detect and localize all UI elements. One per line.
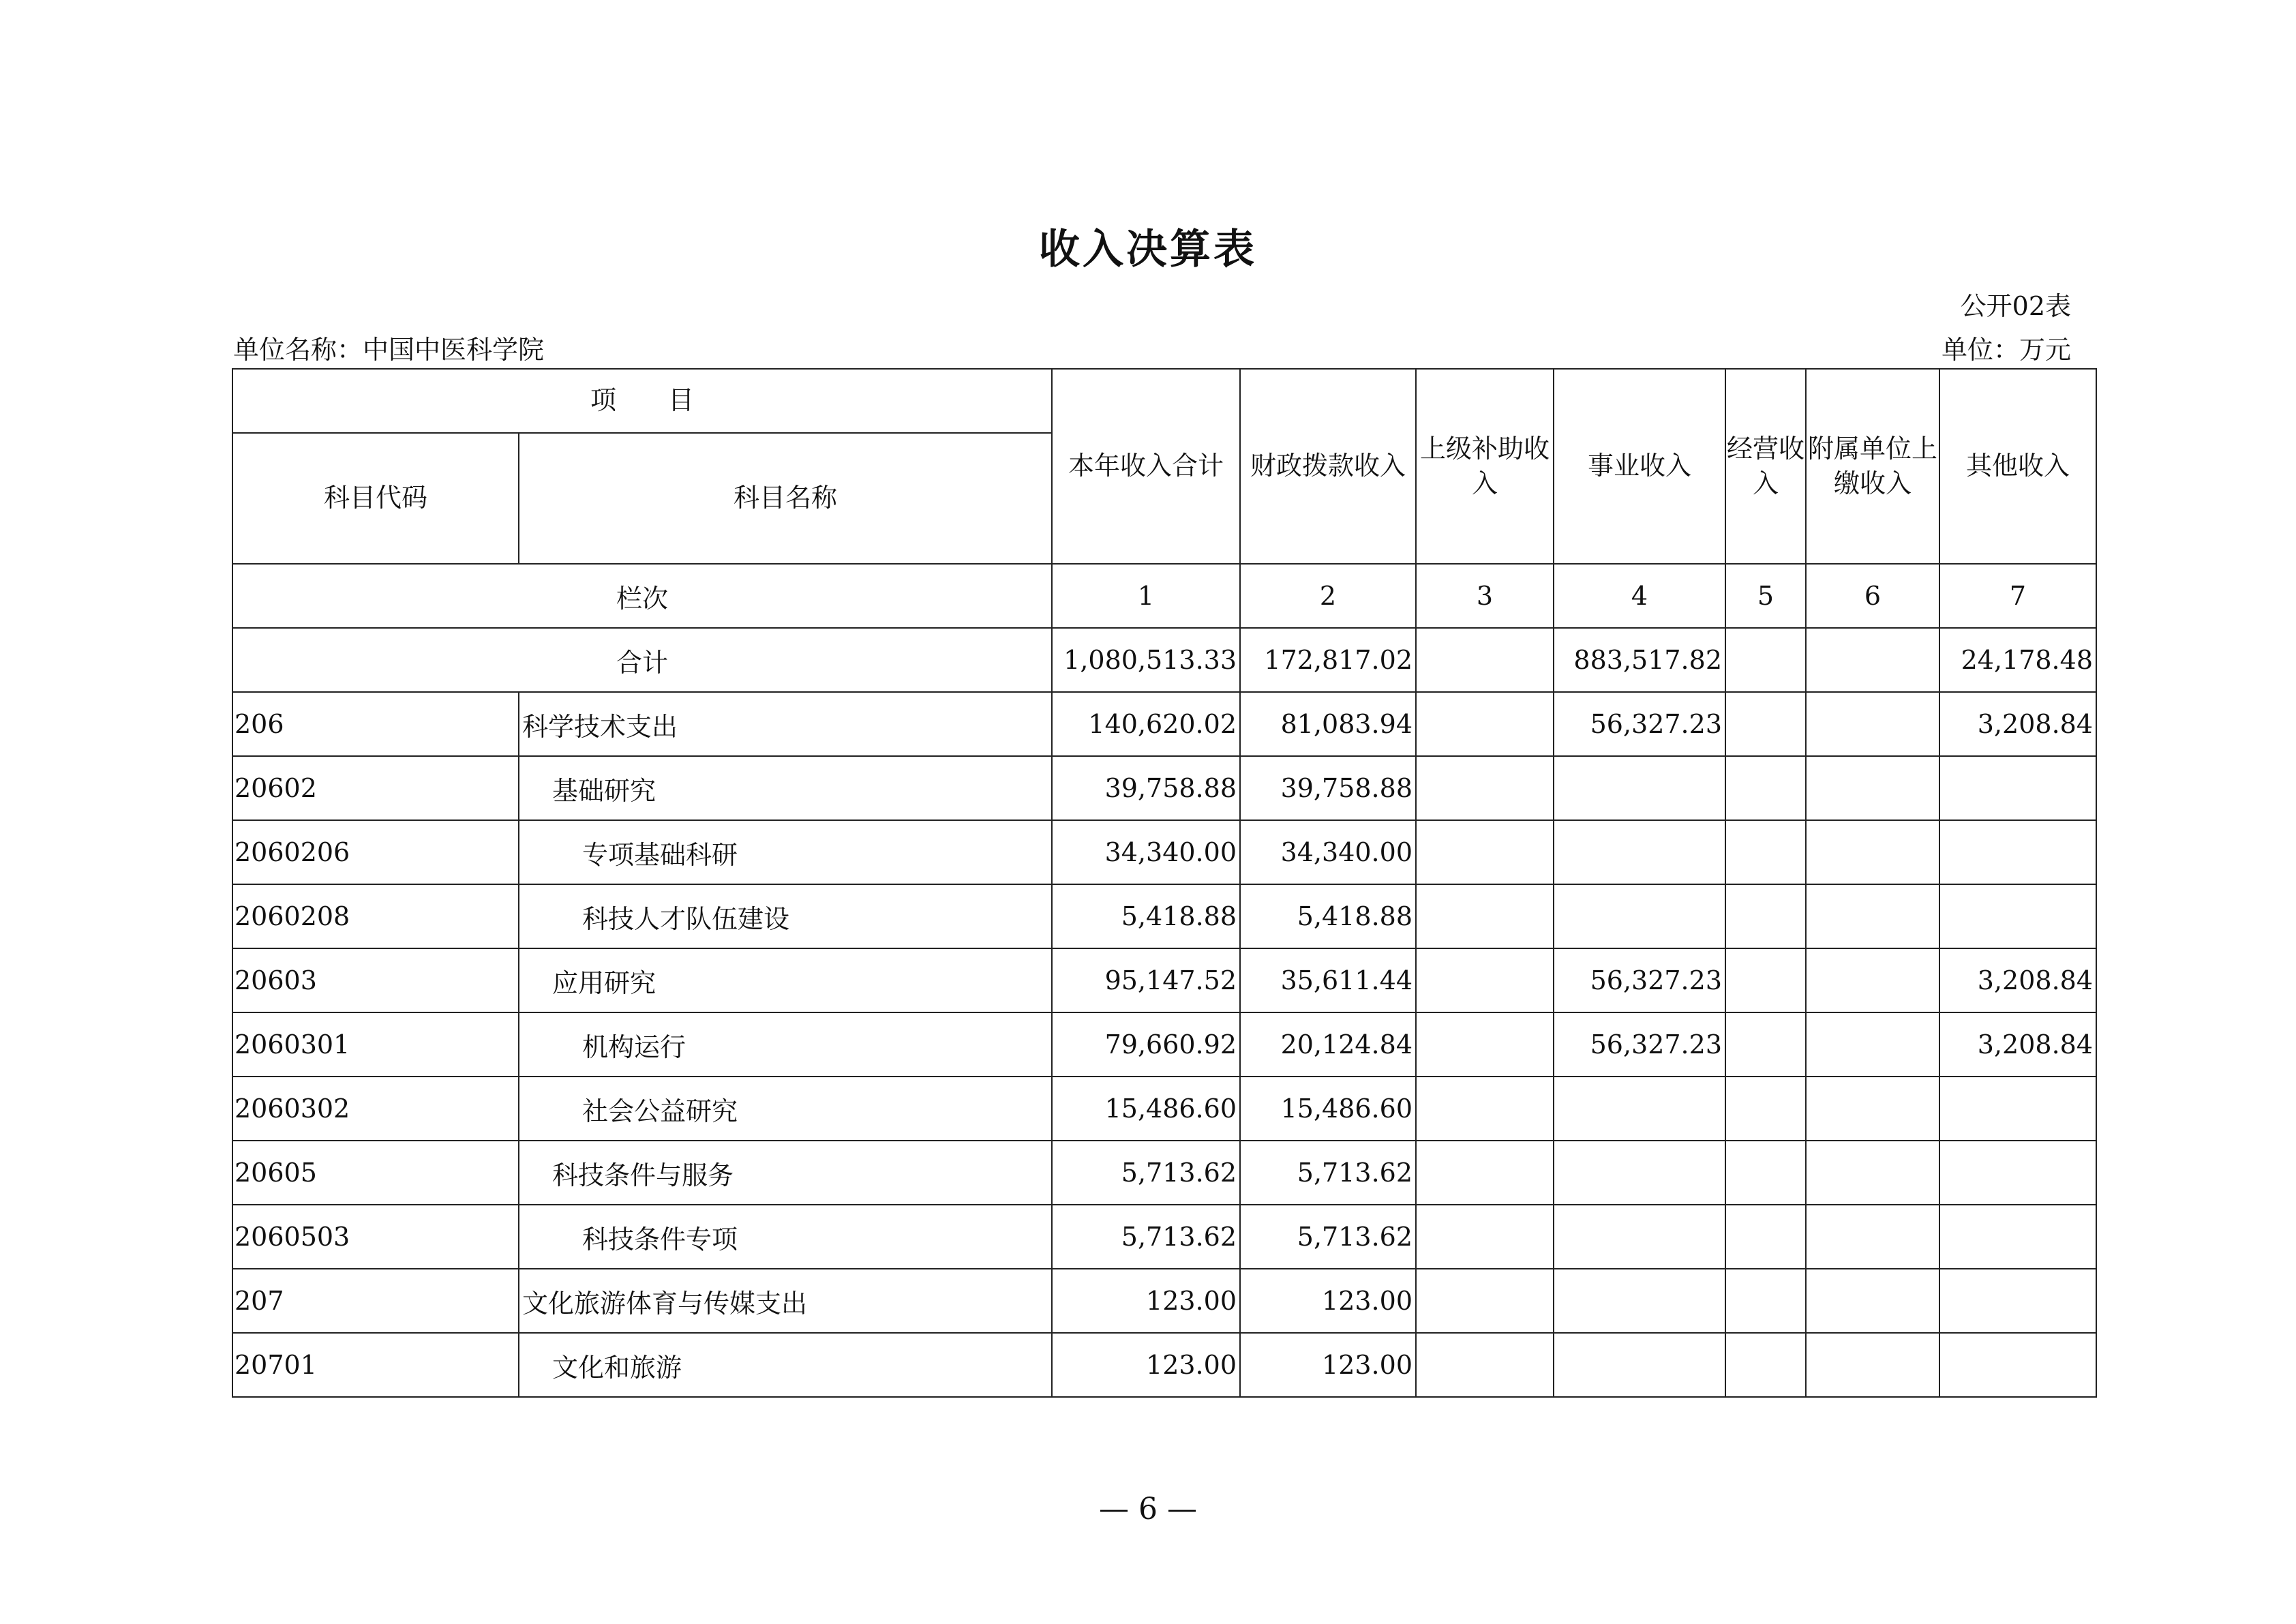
subject-code: 20602	[232, 756, 519, 820]
table-row	[232, 1012, 2096, 1077]
amount-cell	[1939, 1077, 2096, 1141]
amount-cell	[1806, 1205, 1939, 1269]
amount-cell	[1939, 1141, 2096, 1205]
subject-name: 科技人才队伍建设	[519, 884, 1052, 948]
amount-cell	[1416, 692, 1554, 756]
subject-code: 20701	[232, 1333, 519, 1397]
amount-cell: 5,713.62	[1240, 1141, 1416, 1205]
amount-cell	[1416, 948, 1554, 1012]
total-value	[1725, 628, 1806, 692]
amount-cell	[1806, 1141, 1939, 1205]
amount-cell	[1554, 1205, 1725, 1269]
subject-code: 2060503	[232, 1205, 519, 1269]
column-number: 5	[1725, 564, 1806, 628]
column-index-label: 栏次	[232, 564, 1052, 628]
amount-cell: 140,620.02	[1052, 692, 1240, 756]
amount-cell: 123.00	[1240, 1333, 1416, 1397]
subject-name: 基础研究	[519, 756, 1052, 820]
col-header-other: 其他收入	[1939, 369, 2096, 564]
currency-unit: 单位：万元	[1941, 335, 2071, 365]
amount-cell: 79,660.92	[1052, 1012, 1240, 1077]
amount-cell	[1416, 884, 1554, 948]
table-row	[232, 820, 2096, 884]
amount-cell: 15,486.60	[1240, 1077, 1416, 1141]
amount-cell	[1554, 1077, 1725, 1141]
amount-cell	[1554, 756, 1725, 820]
amount-cell	[1806, 756, 1939, 820]
subject-code: 206	[232, 692, 519, 756]
table-row	[232, 948, 2096, 1012]
subject-code: 20603	[232, 948, 519, 1012]
amount-cell	[1806, 1012, 1939, 1077]
amount-cell: 20,124.84	[1240, 1012, 1416, 1077]
column-number: 3	[1416, 564, 1554, 628]
amount-cell	[1725, 884, 1806, 948]
form-code: 公开02表	[1960, 291, 2071, 321]
amount-cell	[1554, 1141, 1725, 1205]
subject-name-header: 科目名称	[519, 433, 1052, 564]
amount-cell	[1416, 1333, 1554, 1397]
amount-cell: 56,327.23	[1554, 1012, 1725, 1077]
amount-cell: 5,713.62	[1052, 1141, 1240, 1205]
col-header-operating: 经营收入	[1725, 369, 1806, 564]
column-number: 2	[1240, 564, 1416, 628]
amount-cell: 123.00	[1052, 1269, 1240, 1333]
amount-cell	[1939, 884, 2096, 948]
amount-cell	[1806, 1333, 1939, 1397]
amount-cell	[1806, 884, 1939, 948]
amount-cell	[1939, 756, 2096, 820]
amount-cell	[1554, 884, 1725, 948]
amount-cell: 5,713.62	[1240, 1205, 1416, 1269]
amount-cell: 95,147.52	[1052, 948, 1240, 1012]
amount-cell: 5,418.88	[1240, 884, 1416, 948]
amount-cell: 123.00	[1052, 1333, 1240, 1397]
amount-cell	[1806, 1077, 1939, 1141]
subject-code: 20605	[232, 1141, 519, 1205]
total-value	[1806, 628, 1939, 692]
unit-name: 单位名称：中国中医科学院	[233, 335, 545, 365]
amount-cell	[1416, 1077, 1554, 1141]
column-number: 1	[1052, 564, 1240, 628]
amount-cell	[1939, 820, 2096, 884]
amount-cell	[1416, 1205, 1554, 1269]
table-row	[232, 1077, 2096, 1141]
amount-cell	[1939, 1333, 2096, 1397]
page-number: — 6 —	[1099, 1492, 1197, 1527]
column-number: 7	[1939, 564, 2096, 628]
subject-name: 文化和旅游	[519, 1333, 1052, 1397]
amount-cell: 56,327.23	[1554, 948, 1725, 1012]
amount-cell	[1725, 756, 1806, 820]
col-header-fiscal: 财政拨款收入	[1240, 369, 1416, 564]
amount-cell	[1416, 1012, 1554, 1077]
subject-name: 科技条件与服务	[519, 1141, 1052, 1205]
report-title: 收入决算表	[1039, 226, 1257, 273]
amount-cell: 34,340.00	[1240, 820, 1416, 884]
table-row	[232, 1141, 2096, 1205]
amount-cell: 123.00	[1240, 1269, 1416, 1333]
total-value	[1416, 628, 1554, 692]
subject-name: 科学技术支出	[519, 692, 1052, 756]
amount-cell	[1416, 756, 1554, 820]
amount-cell: 34,340.00	[1052, 820, 1240, 884]
amount-cell	[1416, 1269, 1554, 1333]
col-header-affiliated: 附属单位上缴收入	[1806, 369, 1939, 564]
column-number: 6	[1806, 564, 1939, 628]
amount-cell	[1939, 1205, 2096, 1269]
total-row	[232, 628, 2096, 692]
amount-cell	[1416, 1141, 1554, 1205]
amount-cell: 15,486.60	[1052, 1077, 1240, 1141]
subject-name: 文化旅游体育与传媒支出	[519, 1269, 1052, 1333]
amount-cell	[1806, 692, 1939, 756]
income-table	[232, 368, 2097, 1398]
col-header-business: 事业收入	[1554, 369, 1725, 564]
subject-code: 2060206	[232, 820, 519, 884]
subject-code-header: 科目代码	[232, 433, 519, 564]
amount-cell: 35,611.44	[1240, 948, 1416, 1012]
table-row	[232, 692, 2096, 756]
amount-cell: 3,208.84	[1939, 948, 2096, 1012]
amount-cell	[1725, 948, 1806, 1012]
item-header: 项 目	[232, 369, 1052, 433]
amount-cell	[1416, 820, 1554, 884]
total-label: 合计	[232, 628, 1052, 692]
amount-cell: 5,713.62	[1052, 1205, 1240, 1269]
amount-cell: 39,758.88	[1052, 756, 1240, 820]
amount-cell: 39,758.88	[1240, 756, 1416, 820]
total-value: 883,517.82	[1554, 628, 1725, 692]
amount-cell: 3,208.84	[1939, 692, 2096, 756]
amount-cell	[1806, 820, 1939, 884]
amount-cell	[1725, 1012, 1806, 1077]
subject-name: 机构运行	[519, 1012, 1052, 1077]
amount-cell	[1725, 1333, 1806, 1397]
total-value: 172,817.02	[1240, 628, 1416, 692]
col-header-superior: 上级补助收入	[1416, 369, 1554, 564]
table-row	[232, 884, 2096, 948]
col-header-total: 本年收入合计	[1052, 369, 1240, 564]
table-row	[232, 1269, 2096, 1333]
amount-cell	[1725, 692, 1806, 756]
subject-name: 应用研究	[519, 948, 1052, 1012]
amount-cell	[1554, 820, 1725, 884]
amount-cell	[1806, 948, 1939, 1012]
amount-cell	[1725, 1205, 1806, 1269]
amount-cell: 81,083.94	[1240, 692, 1416, 756]
table-row	[232, 756, 2096, 820]
subject-code: 2060301	[232, 1012, 519, 1077]
amount-cell	[1725, 820, 1806, 884]
amount-cell: 56,327.23	[1554, 692, 1725, 756]
amount-cell	[1725, 1077, 1806, 1141]
subject-name: 专项基础科研	[519, 820, 1052, 884]
amount-cell	[1554, 1333, 1725, 1397]
amount-cell	[1725, 1269, 1806, 1333]
amount-cell	[1939, 1269, 2096, 1333]
amount-cell	[1554, 1269, 1725, 1333]
subject-code: 207	[232, 1269, 519, 1333]
total-value: 1,080,513.33	[1052, 628, 1240, 692]
amount-cell	[1806, 1269, 1939, 1333]
subject-code: 2060208	[232, 884, 519, 948]
subject-name: 社会公益研究	[519, 1077, 1052, 1141]
table-row	[232, 1205, 2096, 1269]
subject-code: 2060302	[232, 1077, 519, 1141]
amount-cell	[1725, 1141, 1806, 1205]
amount-cell: 3,208.84	[1939, 1012, 2096, 1077]
subject-name: 科技条件专项	[519, 1205, 1052, 1269]
table-row	[232, 1333, 2096, 1397]
amount-cell: 5,418.88	[1052, 884, 1240, 948]
total-value: 24,178.48	[1939, 628, 2096, 692]
column-number: 4	[1554, 564, 1725, 628]
